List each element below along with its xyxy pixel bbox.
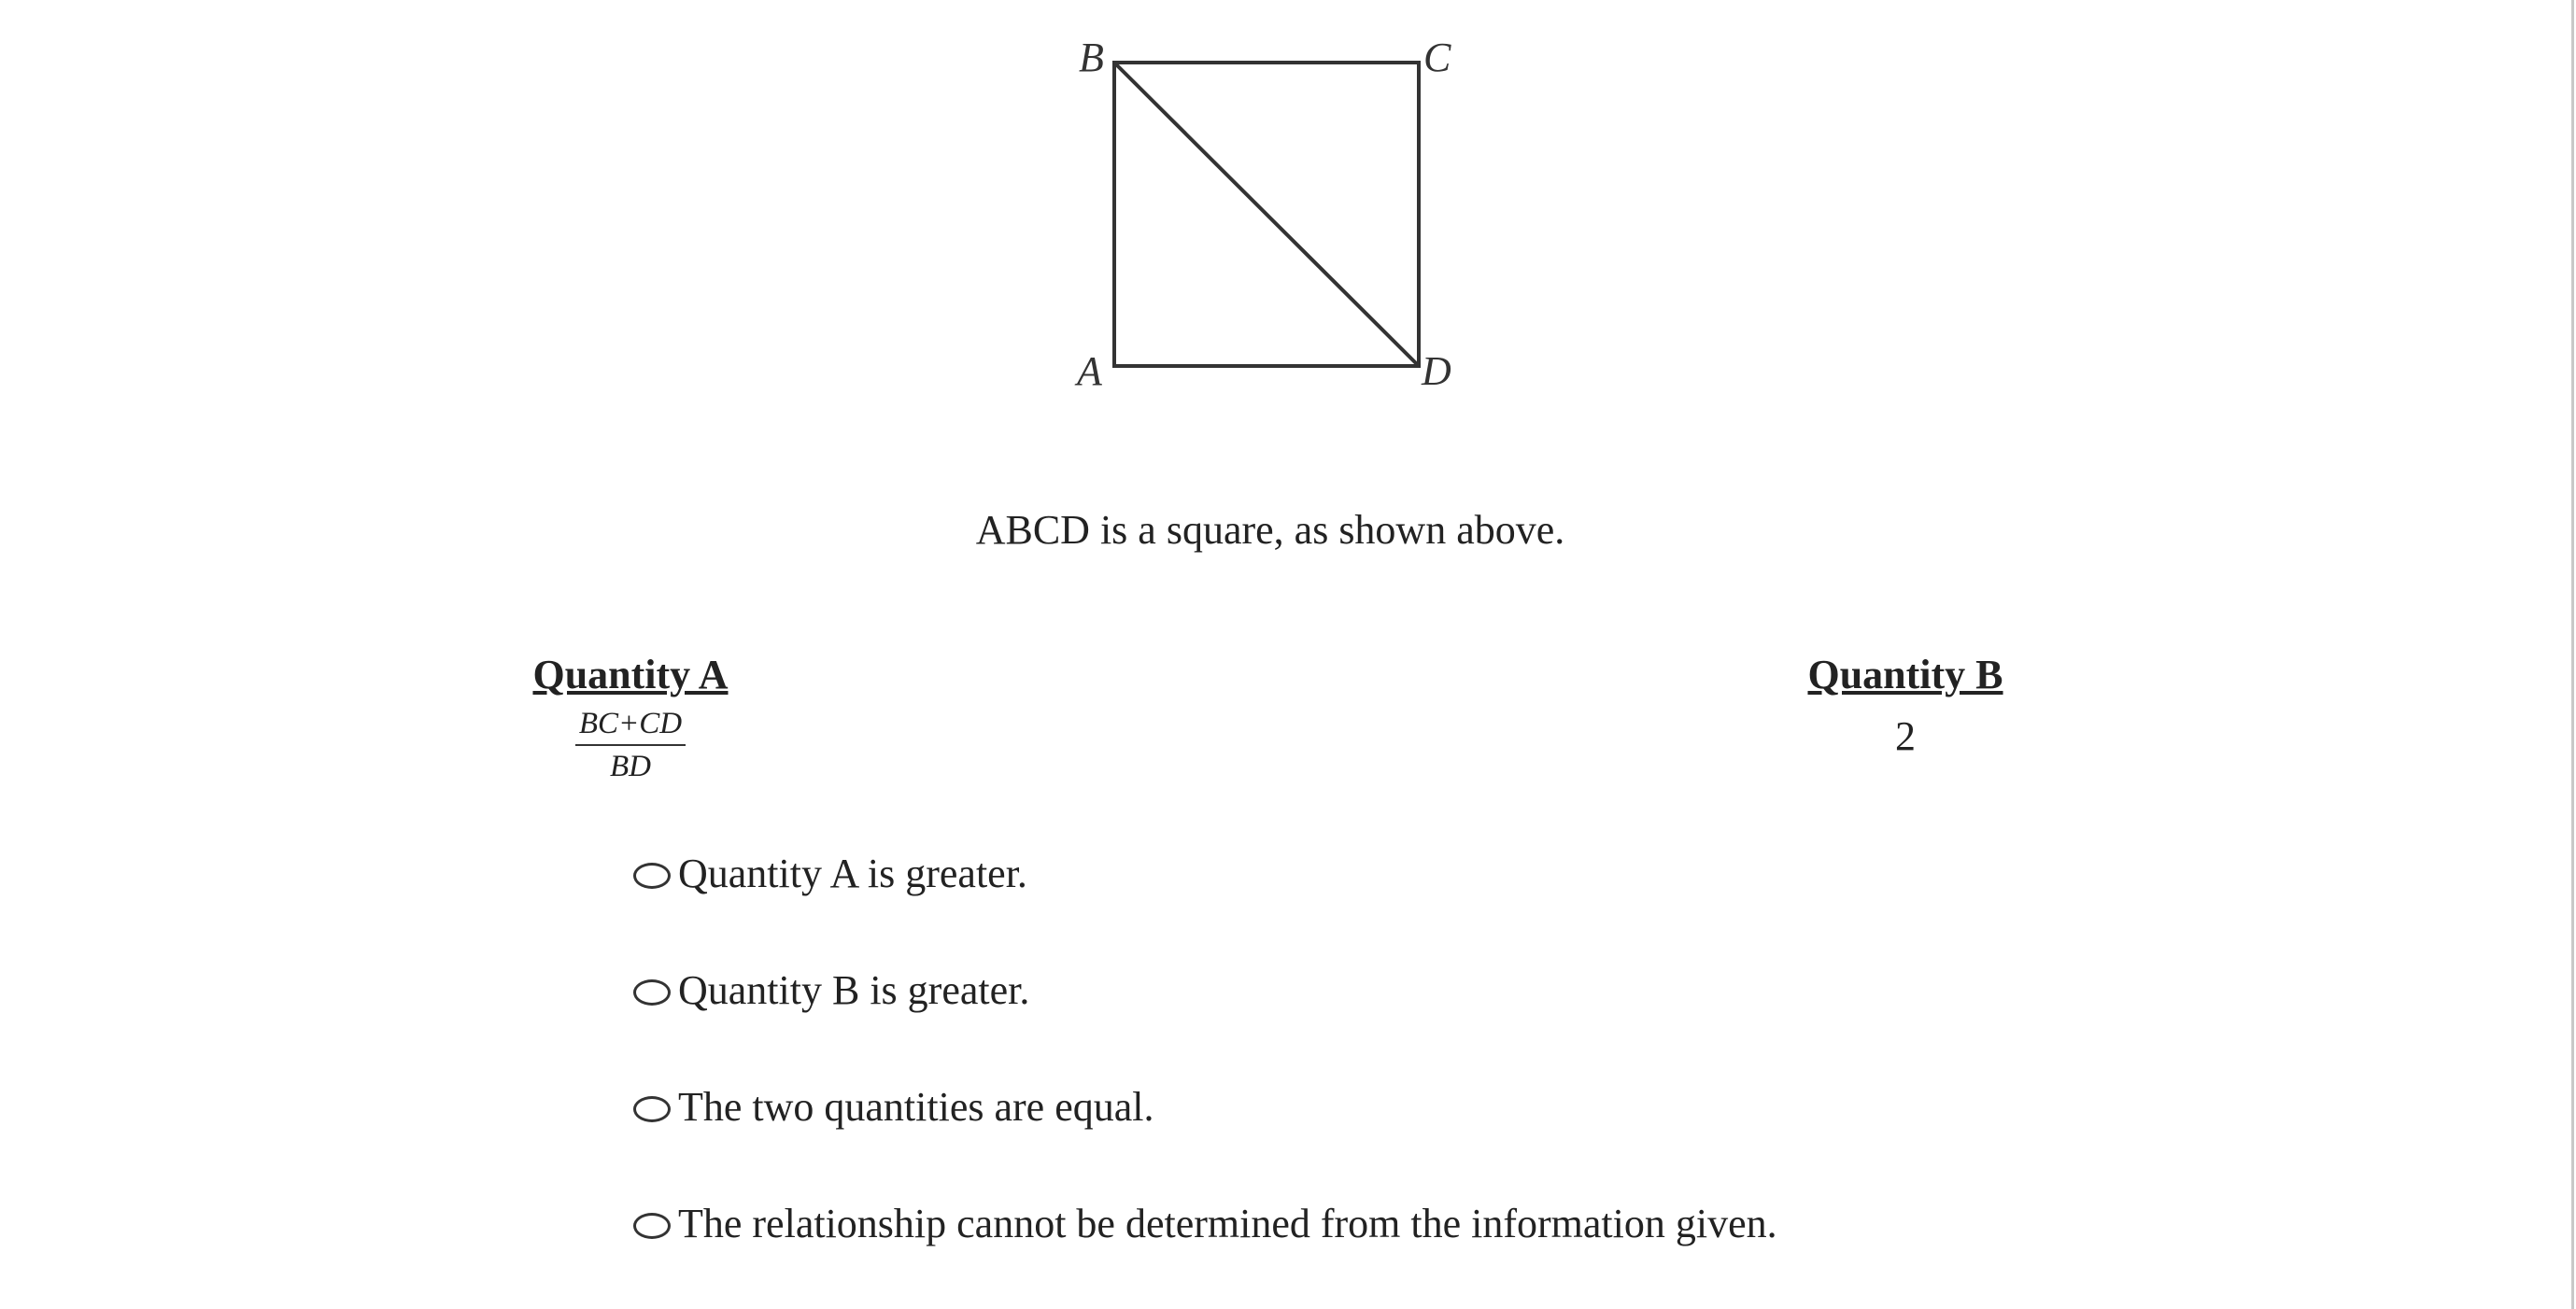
quantity-a-fraction [575,705,686,785]
square-figure [1065,19,1476,415]
page-edge-divider [2571,0,2574,1309]
square-diagram [1065,19,1476,411]
quantity-b-value: 2 [1895,713,1916,759]
radio-button-icon[interactable] [633,1213,671,1239]
question-caption: ABCD is a square, as shown above. [975,507,1565,553]
fraction-denominator: BD [610,750,651,783]
quantity-a-heading: Quantity A [532,652,729,697]
answer-option-equal[interactable] [633,1079,1154,1135]
answer-option-label: Quantity B is greater. [678,967,1030,1013]
answer-option-cannot-determine[interactable] [633,1196,1777,1252]
radio-button-icon[interactable] [633,979,671,1006]
quantity-a-column [514,649,747,785]
quantity-b-column [1784,649,2027,763]
answer-option-label: Quantity A is greater. [678,851,1027,896]
answer-option-b-greater[interactable] [633,963,1029,1019]
quantity-b-heading: Quantity B [1807,652,2003,697]
answer-option-label: The relationship cannot be determined from the information given. [678,1201,1777,1246]
answer-option-label: The two quantities are equal. [678,1084,1154,1130]
vertex-label-c: C [1423,35,1451,80]
diagonal-bd [1114,63,1419,366]
vertex-label-a: A [1077,348,1102,394]
answer-option-a-greater[interactable] [633,846,1027,902]
vertex-label-d: D [1422,348,1451,394]
fraction-numerator: BC+CD [575,705,686,746]
radio-button-icon[interactable] [633,1096,671,1122]
vertex-label-b: B [1079,35,1104,80]
radio-button-icon[interactable] [633,863,671,889]
